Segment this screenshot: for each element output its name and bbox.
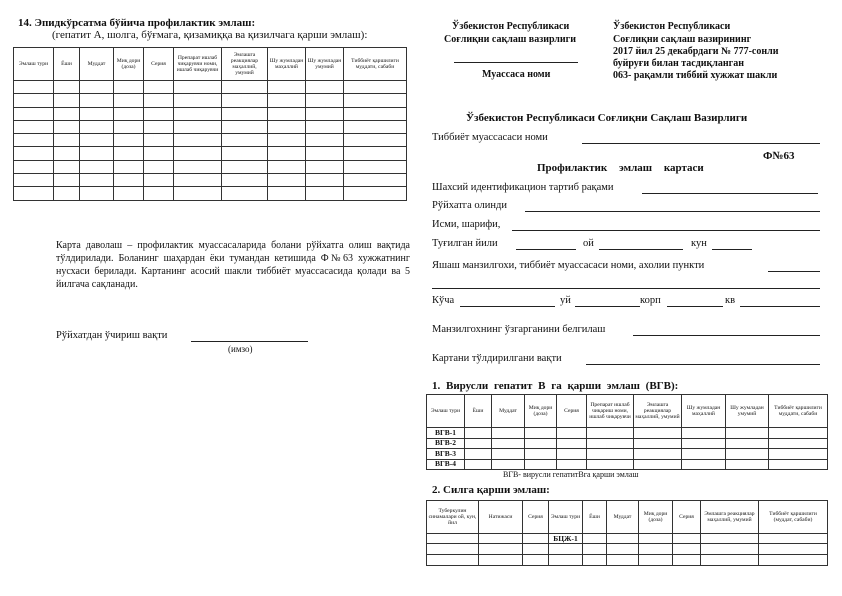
hepb-row-label: ВГВ-1 xyxy=(427,428,465,439)
table-cell[interactable] xyxy=(54,147,80,160)
table-cell[interactable] xyxy=(144,147,174,160)
table-cell[interactable] xyxy=(583,544,607,555)
table-cell[interactable] xyxy=(54,94,80,107)
table-cell[interactable] xyxy=(607,534,639,544)
building-label: корп xyxy=(640,295,661,306)
name-label: Исми, шарифи, xyxy=(432,219,501,230)
house-line[interactable] xyxy=(575,306,640,307)
table-cell[interactable] xyxy=(114,107,144,120)
table-cell[interactable] xyxy=(639,544,673,555)
filled-date-label: Картани тўлдирилгани вақти xyxy=(432,353,562,364)
header-cell: Натижаси xyxy=(479,501,523,534)
table-cell[interactable] xyxy=(306,174,344,187)
table-cell[interactable] xyxy=(759,534,828,544)
table-cell[interactable] xyxy=(114,81,144,94)
table-cell[interactable] xyxy=(222,120,268,133)
table-cell[interactable] xyxy=(479,544,523,555)
table-row xyxy=(14,107,407,120)
header-cell: Серия xyxy=(144,48,174,81)
facility-label: Тиббиёт муассасаси номи xyxy=(432,132,548,143)
table-row xyxy=(427,459,828,470)
table-cell[interactable] xyxy=(344,94,407,107)
hepb-table xyxy=(426,394,828,470)
street-label: Кўча xyxy=(432,295,455,306)
table-cell[interactable] xyxy=(144,134,174,147)
table-cell[interactable] xyxy=(344,160,407,173)
header-cell: Шу жумладан умумий xyxy=(306,48,344,81)
signature-caption: (имзо) xyxy=(228,344,253,354)
epid-vaccination-table xyxy=(13,47,407,201)
table-cell[interactable] xyxy=(634,428,682,439)
table-cell[interactable] xyxy=(344,120,407,133)
table-cell[interactable] xyxy=(769,428,828,439)
deregistration-signature-line[interactable] xyxy=(191,341,308,342)
table-cell[interactable] xyxy=(557,428,587,439)
header-cell: Эмлашга реакциялар маҳаллий, умумий xyxy=(634,395,682,428)
table-cell[interactable] xyxy=(144,174,174,187)
table-cell[interactable] xyxy=(80,120,114,133)
table-cell[interactable] xyxy=(222,147,268,160)
address-line[interactable] xyxy=(768,271,820,272)
table-cell[interactable] xyxy=(634,438,682,449)
table-cell[interactable] xyxy=(726,459,769,470)
table-cell[interactable] xyxy=(306,147,344,160)
table-cell[interactable] xyxy=(549,555,583,566)
table-cell[interactable] xyxy=(525,449,557,460)
approved-line: буйруғи билан тасдиқланган xyxy=(613,58,744,69)
table-cell[interactable] xyxy=(222,187,268,200)
table-cell[interactable] xyxy=(523,555,549,566)
table-cell[interactable] xyxy=(14,174,54,187)
table-cell[interactable] xyxy=(479,555,523,566)
table-cell[interactable] xyxy=(701,544,759,555)
table-cell[interactable] xyxy=(525,459,557,470)
bcg-row-label: БЦЖ-1 xyxy=(549,534,583,544)
ministry-title: Ўзбекистон Республикаси Соғлиқни Сақлаш Вазирлиги xyxy=(466,112,748,124)
table-cell[interactable] xyxy=(174,160,222,173)
table-cell[interactable] xyxy=(427,534,479,544)
table-cell[interactable] xyxy=(222,107,268,120)
table-cell[interactable] xyxy=(14,120,54,133)
street-line[interactable] xyxy=(460,306,555,307)
table-cell[interactable] xyxy=(427,555,479,566)
table-cell[interactable] xyxy=(306,120,344,133)
table-cell[interactable] xyxy=(222,94,268,107)
table-cell[interactable] xyxy=(14,147,54,160)
table-cell[interactable] xyxy=(583,555,607,566)
table-cell[interactable] xyxy=(306,134,344,147)
header-cell: Миқ дори (доза) xyxy=(639,501,673,534)
table-cell[interactable] xyxy=(682,438,726,449)
table-cell[interactable] xyxy=(479,534,523,544)
header-cell: Муддат xyxy=(607,501,639,534)
table-cell[interactable] xyxy=(465,428,492,439)
table-cell[interactable] xyxy=(222,160,268,173)
building-line[interactable] xyxy=(667,306,723,307)
table-cell[interactable] xyxy=(268,147,306,160)
header-cell: Муддат xyxy=(492,395,525,428)
header-cell: Тиббиёт қаршилиги муддати, сабаби xyxy=(344,48,407,81)
table-cell[interactable] xyxy=(682,449,726,460)
table-cell[interactable] xyxy=(726,438,769,449)
table-cell[interactable] xyxy=(344,134,407,147)
table-cell[interactable] xyxy=(114,94,144,107)
order-line: 2017 йил 25 декабрдаги № 777-сонли xyxy=(613,46,779,57)
table-cell[interactable] xyxy=(587,438,634,449)
table-cell[interactable] xyxy=(523,544,549,555)
table-row xyxy=(14,160,407,173)
tb-title: 2. Силга қарши эмлаш: xyxy=(432,484,550,496)
table-row xyxy=(427,438,828,449)
header-cell: Эмлашга реакциялар маҳаллий, умумий xyxy=(701,501,759,534)
header-cell: Ёши xyxy=(54,48,80,81)
table-cell[interactable] xyxy=(427,544,479,555)
table-cell[interactable] xyxy=(306,81,344,94)
table-cell[interactable] xyxy=(344,187,407,200)
table-cell[interactable] xyxy=(144,120,174,133)
card-title: Профилактик эмлаш картаси xyxy=(537,162,704,174)
table-cell[interactable] xyxy=(174,147,222,160)
table-cell[interactable] xyxy=(144,81,174,94)
address-change-line[interactable] xyxy=(633,335,820,336)
deregistration-label: Рўйхатдан ўчириш вақти xyxy=(56,330,168,341)
table-cell[interactable] xyxy=(54,134,80,147)
birth-month-label: ой xyxy=(583,238,594,249)
header-cell: Муддат xyxy=(80,48,114,81)
table-cell[interactable] xyxy=(174,134,222,147)
table-cell[interactable] xyxy=(14,81,54,94)
table-cell[interactable] xyxy=(222,174,268,187)
table-cell[interactable] xyxy=(268,160,306,173)
header-cell: Шу жумладан маҳаллий xyxy=(268,48,306,81)
header-cell: Эмлаш тури xyxy=(549,501,583,534)
table-cell[interactable] xyxy=(492,459,525,470)
table-cell[interactable] xyxy=(114,147,144,160)
house-label: уй xyxy=(560,295,571,306)
hepb-title: 1. Вирусли гепатит В га қарши эмлаш (ВГВ): xyxy=(432,380,679,392)
table-cell[interactable] xyxy=(268,94,306,107)
form-number: Ф№63 xyxy=(763,150,795,162)
table-cell[interactable] xyxy=(54,120,80,133)
header-cell: Серия xyxy=(673,501,701,534)
table-cell[interactable] xyxy=(14,107,54,120)
table-cell[interactable] xyxy=(174,81,222,94)
table-cell[interactable] xyxy=(144,160,174,173)
table-cell[interactable] xyxy=(492,438,525,449)
table-cell[interactable] xyxy=(759,544,828,555)
table-cell[interactable] xyxy=(268,120,306,133)
header-left-org-line1: Ўзбекистон Республикаси xyxy=(452,21,570,32)
header-cell: Препарат ишлаб чиқарувчи номи, ишлаб чиқарувчи xyxy=(174,48,222,81)
header-cell: Миқ дори (доза) xyxy=(114,48,144,81)
table-cell[interactable] xyxy=(726,449,769,460)
section-14-title: 14. Эпидкўрсатма бўйича профилактик эмлаш: xyxy=(18,17,256,29)
table-cell[interactable] xyxy=(54,107,80,120)
table-cell[interactable] xyxy=(54,187,80,200)
header-cell: Шу жумладан умумий xyxy=(726,395,769,428)
institution-label: Муассаса номи xyxy=(482,69,551,80)
table-cell[interactable] xyxy=(54,160,80,173)
birth-day-line[interactable] xyxy=(712,249,752,250)
apartment-label: кв xyxy=(725,295,736,306)
table-row xyxy=(427,449,828,460)
table-cell[interactable] xyxy=(583,534,607,544)
table-cell[interactable] xyxy=(144,187,174,200)
table-cell[interactable] xyxy=(306,160,344,173)
table-cell[interactable] xyxy=(492,449,525,460)
header-cell: Шу жумладан маҳаллий xyxy=(682,395,726,428)
table-row xyxy=(14,134,407,147)
filled-date-line[interactable] xyxy=(586,364,820,365)
tb-table xyxy=(426,500,828,566)
table-cell[interactable] xyxy=(114,160,144,173)
table-cell[interactable] xyxy=(174,187,222,200)
table-row xyxy=(14,187,407,200)
table-cell[interactable] xyxy=(80,147,114,160)
registered-label: Рўйхатга олинди xyxy=(432,200,507,211)
hepb-row-label: ВГВ-4 xyxy=(427,459,465,470)
table-cell[interactable] xyxy=(174,174,222,187)
table-cell[interactable] xyxy=(80,94,114,107)
table-cell[interactable] xyxy=(80,187,114,200)
table-cell[interactable] xyxy=(587,449,634,460)
header-cell: Ёши xyxy=(583,501,607,534)
table-cell[interactable] xyxy=(634,449,682,460)
table-row xyxy=(14,94,407,107)
header-cell: Серия xyxy=(557,395,587,428)
table-cell[interactable] xyxy=(344,107,407,120)
table-cell[interactable] xyxy=(80,81,114,94)
table-cell[interactable] xyxy=(144,94,174,107)
table-cell[interactable] xyxy=(174,107,222,120)
table-cell[interactable] xyxy=(344,81,407,94)
table-cell[interactable] xyxy=(726,428,769,439)
birth-month-line[interactable] xyxy=(599,249,683,250)
table-cell[interactable] xyxy=(268,187,306,200)
table-row xyxy=(14,147,407,160)
table-cell[interactable] xyxy=(344,174,407,187)
table-cell[interactable] xyxy=(222,81,268,94)
table-cell[interactable] xyxy=(268,107,306,120)
table-cell[interactable] xyxy=(525,428,557,439)
table-cell[interactable] xyxy=(80,107,114,120)
table-cell[interactable] xyxy=(701,555,759,566)
table-row xyxy=(14,174,407,187)
header-cell: Миқ дори (доза) xyxy=(525,395,557,428)
table-cell[interactable] xyxy=(673,555,701,566)
table-cell[interactable] xyxy=(673,544,701,555)
table-cell[interactable] xyxy=(587,459,634,470)
table-cell[interactable] xyxy=(174,120,222,133)
table-cell[interactable] xyxy=(682,428,726,439)
table-cell[interactable] xyxy=(557,459,587,470)
table-cell[interactable] xyxy=(682,459,726,470)
table-cell[interactable] xyxy=(114,134,144,147)
table-cell[interactable] xyxy=(80,174,114,187)
table-cell[interactable] xyxy=(144,107,174,120)
table-cell[interactable] xyxy=(222,134,268,147)
header-right-org-line1: Ўзбекистон Республикаси xyxy=(613,21,731,32)
header-cell: Эмлаш тури xyxy=(427,395,465,428)
pin-line[interactable] xyxy=(642,193,818,194)
table-cell[interactable] xyxy=(114,187,144,200)
table-cell[interactable] xyxy=(306,187,344,200)
table-cell[interactable] xyxy=(306,107,344,120)
table-cell[interactable] xyxy=(14,160,54,173)
table-cell[interactable] xyxy=(14,187,54,200)
header-left-org-line2: Соғлиқни сақлаш вазирлиги xyxy=(444,34,576,45)
table-row xyxy=(14,120,407,133)
table-cell[interactable] xyxy=(673,534,701,544)
institution-name-line[interactable] xyxy=(454,62,578,63)
table-cell[interactable] xyxy=(523,534,549,544)
header-cell: Ёши xyxy=(465,395,492,428)
table-cell[interactable] xyxy=(769,449,828,460)
table-cell[interactable] xyxy=(268,174,306,187)
table-cell[interactable] xyxy=(639,555,673,566)
table-cell[interactable] xyxy=(268,134,306,147)
address-change-label: Манзилгохнинг ўзгарганини белгилаш xyxy=(432,324,606,335)
section-14-subtitle: (гепатит А, шолга, бўғмага, қизамиққа ва қизилчага қарши эмлаш): xyxy=(52,29,368,41)
birth-day-label: кун xyxy=(691,238,707,249)
table-cell[interactable] xyxy=(114,120,144,133)
table-cell[interactable] xyxy=(557,449,587,460)
facility-line[interactable] xyxy=(582,143,820,144)
table-cell[interactable] xyxy=(587,428,634,439)
table-cell[interactable] xyxy=(80,160,114,173)
table-cell[interactable] xyxy=(174,94,222,107)
table-cell[interactable] xyxy=(634,459,682,470)
address-label: Яшаш манзилгохи, тиббиёт муассасаси номи, ахолии пункти xyxy=(432,260,705,271)
table-cell[interactable] xyxy=(80,134,114,147)
table-cell[interactable] xyxy=(14,94,54,107)
table-cell[interactable] xyxy=(525,438,557,449)
form-line: 063- рақамли тиббий хужжат шакли xyxy=(613,70,778,81)
table-cell[interactable] xyxy=(759,555,828,566)
birth-year-line[interactable] xyxy=(516,249,576,250)
table-cell[interactable] xyxy=(607,544,639,555)
table-cell[interactable] xyxy=(549,544,583,555)
hepb-footnote: ВГВ- вирусли гепатитВга қарши эмлаш xyxy=(503,470,639,479)
hepb-row-label: ВГВ-3 xyxy=(427,449,465,460)
hepb-row-label: ВГВ-2 xyxy=(427,438,465,449)
header-cell: Тиббиёт қаршилиги (муддат, сабаби) xyxy=(759,501,828,534)
header-cell: Серия xyxy=(523,501,549,534)
table-cell[interactable] xyxy=(465,459,492,470)
header-cell: Эмлашга реакциялар маҳаллий, умумий xyxy=(222,48,268,81)
apartment-line[interactable] xyxy=(740,306,820,307)
header-cell: Тиббиёт қаршилиги муддати, сабаби xyxy=(769,395,828,428)
table-cell[interactable] xyxy=(607,555,639,566)
header-right-org-line2: Соғлиқни сақлаш вазирининг xyxy=(613,34,752,45)
header-cell: Эмлаш тури xyxy=(14,48,54,81)
table-cell[interactable] xyxy=(54,81,80,94)
table-cell[interactable] xyxy=(344,147,407,160)
birth-year-label: Туғилган йили xyxy=(432,238,498,249)
table-cell[interactable] xyxy=(114,174,144,187)
table-cell[interactable] xyxy=(268,81,306,94)
table-cell[interactable] xyxy=(769,438,828,449)
table-cell[interactable] xyxy=(639,534,673,544)
table-cell[interactable] xyxy=(701,534,759,544)
table-cell[interactable] xyxy=(465,449,492,460)
table-cell[interactable] xyxy=(306,94,344,107)
table-row xyxy=(427,428,828,439)
pin-label: Шахсий идентификацион тартиб рақами xyxy=(432,182,614,193)
table-row xyxy=(14,81,407,94)
table-cell[interactable] xyxy=(557,438,587,449)
registered-line[interactable] xyxy=(525,211,820,212)
header-cell: Туберкулин синамалари ой, кун, йил xyxy=(427,501,479,534)
table-cell[interactable] xyxy=(769,459,828,470)
name-line[interactable] xyxy=(512,230,820,231)
card-note: Карта даволаш – профилактик муассасаларида болани рўйхатга олиш вақтида тўлдирилади. Боланинг шаҳардан ёки тумандан кетишида Ф№63 хужжатнинг нусхаси берилади. Картанинг асосий шакли тиббиёт муассасасида қолади ва 5 йилгача сақланади. xyxy=(56,240,410,290)
table-cell[interactable] xyxy=(465,438,492,449)
table-cell[interactable] xyxy=(14,134,54,147)
header-cell: Препарат ишлаб чиқариш номи, ишлаб чиқарувчи xyxy=(587,395,634,428)
table-cell[interactable] xyxy=(492,428,525,439)
address-line-2[interactable] xyxy=(432,288,820,289)
table-cell[interactable] xyxy=(54,174,80,187)
